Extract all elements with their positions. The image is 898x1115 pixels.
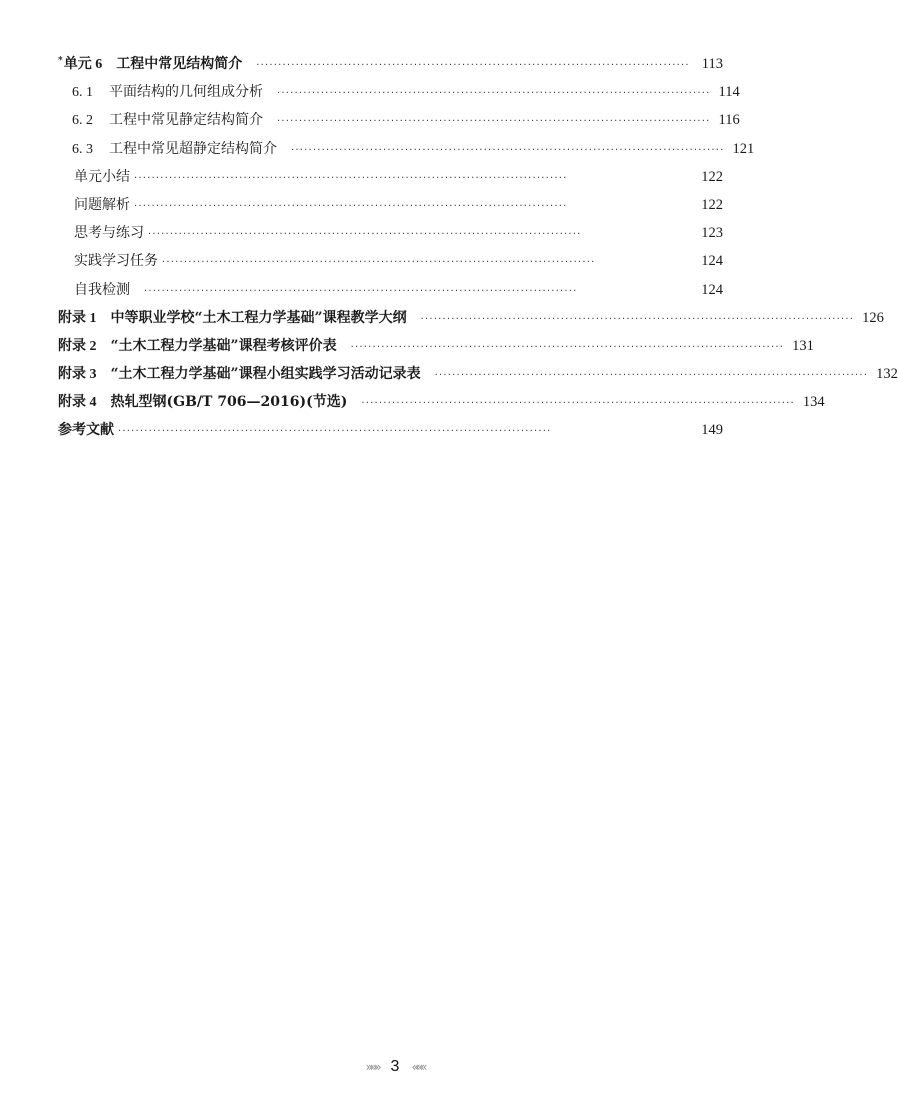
toc-entry-appendix-4[interactable] — [58, 388, 825, 416]
entry-title: 自我检测 — [74, 281, 130, 298]
dot-leader: ··································································································· — [350, 341, 785, 353]
entry-title: 实践学习任务 — [74, 253, 158, 270]
page-number: 116 — [718, 112, 740, 129]
appendix-title: “土木工程力学基础”课程考核评价表 — [110, 337, 337, 354]
dot-leader: ··································································································· — [291, 144, 725, 156]
unit-number: 单元 6 — [63, 57, 103, 72]
page-number: 149 — [701, 422, 723, 439]
page-number: 114 — [718, 84, 740, 101]
page-number: 132 — [876, 366, 898, 383]
page-number: 124 — [701, 281, 723, 298]
dot-leader: ··································································································· — [256, 60, 690, 71]
page-number: 124 — [701, 253, 723, 270]
page-number: 122 — [701, 168, 723, 185]
page-number: 134 — [802, 394, 825, 411]
dot-leader: ··································································································· — [361, 398, 795, 410]
section-title: 工程中常见超静定结构简介 — [109, 140, 277, 157]
unit-title: 工程中常见结构简介 — [116, 56, 243, 72]
page-number: 113 — [701, 56, 723, 72]
dot-leader: ··································································································· — [134, 172, 568, 184]
dot-leader: ··································································································· — [118, 426, 552, 438]
appendix-title: 中等职业学校“土木工程力学基础”课程教学大纲 — [110, 309, 407, 326]
right-chevrons-icon: »»» — [365, 1060, 379, 1074]
appendix-number: 附录 3 — [58, 367, 97, 383]
section-title: 工程中常见静定结构简介 — [109, 112, 263, 129]
page-number: 122 — [701, 196, 723, 213]
appendix-number: 附录 1 — [58, 310, 97, 326]
entry-title: 思考与练习 — [74, 225, 144, 242]
toc-entry-appendix-1[interactable] — [58, 304, 884, 332]
optional-marker: * — [58, 56, 63, 66]
left-chevrons-icon: ««« — [411, 1060, 425, 1074]
toc-entry-section-6-2[interactable] — [58, 106, 740, 134]
toc-entry-problem-analysis[interactable] — [58, 191, 723, 219]
dot-leader: ··································································································· — [277, 88, 711, 100]
toc-entry-exercises[interactable] — [58, 219, 723, 247]
toc-entry-references[interactable] — [58, 416, 723, 444]
dot-leader: ··································································································· — [148, 229, 582, 241]
entry-title: 问题解析 — [74, 196, 130, 213]
toc-entry-unit-summary[interactable] — [58, 163, 723, 191]
page-number: 121 — [732, 140, 755, 157]
appendix-title: 热轧型钢(GB/T 706—2016)(节选) — [110, 394, 348, 411]
dot-leader: ··································································································· — [277, 116, 711, 128]
toc-entry-practice-tasks[interactable] — [58, 247, 723, 275]
page-number: 123 — [701, 225, 723, 242]
appendix-number: 附录 2 — [58, 338, 97, 354]
dot-leader: ··································································································· — [434, 370, 869, 382]
entry-title: 单元小结 — [74, 168, 130, 185]
toc-entry-appendix-2[interactable] — [58, 332, 814, 360]
section-number: 6. 2 — [72, 113, 93, 129]
appendix-title: “土木工程力学基础”课程小组实践学习活动记录表 — [110, 366, 421, 383]
entry-title: 参考文献 — [58, 422, 114, 439]
table-of-contents — [58, 50, 898, 445]
section-title: 平面结构的几何组成分析 — [109, 84, 263, 101]
page-number: 131 — [792, 337, 814, 354]
section-number: 6. 3 — [72, 141, 93, 157]
page-footer — [0, 1058, 790, 1076]
section-number: 6. 1 — [72, 85, 93, 101]
dot-leader: ··································································································· — [162, 257, 596, 269]
toc-entry-self-test[interactable] — [58, 276, 723, 304]
appendix-number: 附录 4 — [58, 395, 97, 411]
folio-page-number: 3 — [390, 1058, 400, 1075]
dot-leader: ··································································································· — [134, 200, 568, 212]
toc-entry-unit-6[interactable] — [58, 50, 723, 78]
dot-leader: ··································································································· — [420, 313, 855, 325]
toc-entry-section-6-1[interactable] — [58, 78, 740, 106]
dot-leader: ··································································································· — [144, 285, 578, 297]
page-number: 126 — [862, 309, 884, 326]
toc-entry-appendix-3[interactable] — [58, 360, 898, 388]
toc-entry-section-6-3[interactable] — [58, 135, 755, 163]
